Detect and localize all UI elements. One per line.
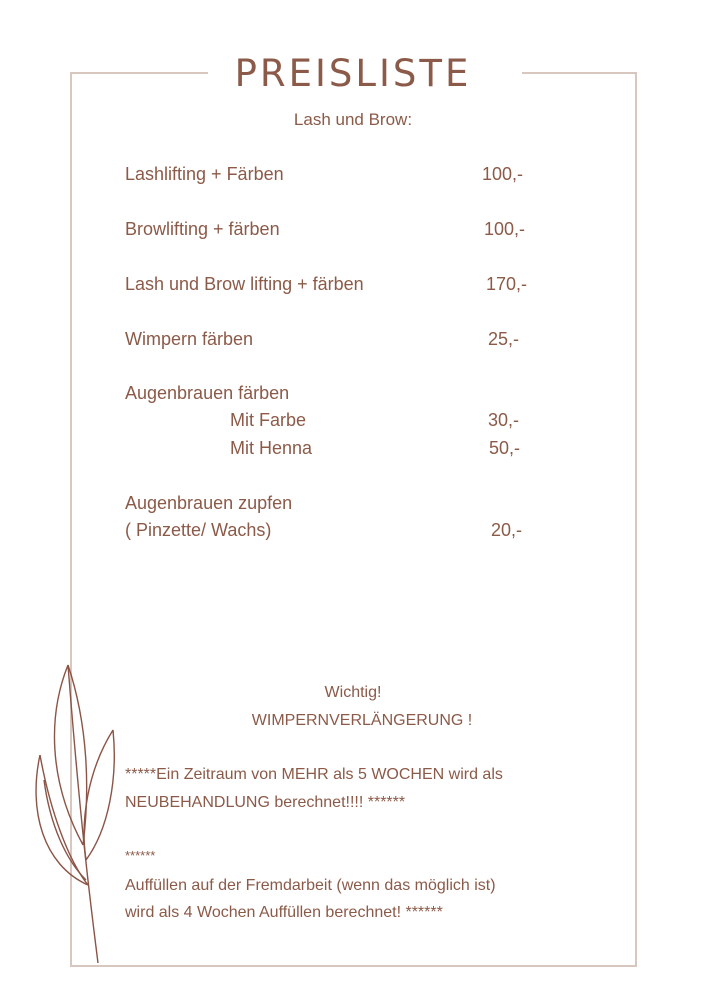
pluck-detail: ( Pinzette/ Wachs) xyxy=(125,520,272,540)
page-title: PREISLISTE xyxy=(234,52,472,95)
page-subtitle: Lash und Brow: xyxy=(293,110,413,129)
leaf-right-outer xyxy=(86,730,114,860)
item-name: Lash und Brow lifting + färben xyxy=(125,274,364,294)
leaf-tall-outer xyxy=(54,665,83,845)
brows-option-name: Mit Farbe xyxy=(230,410,307,430)
brows-option-price: 50,- xyxy=(489,438,521,458)
notice-line: ****** xyxy=(125,848,156,863)
item-price: 100,- xyxy=(484,219,526,239)
item-price: 25,- xyxy=(488,329,520,349)
leaf-illustration xyxy=(28,660,128,965)
item-name: Lashlifting + Färben xyxy=(125,164,284,184)
notice-subheading: WIMPERNVERLÄNGERUNG ! xyxy=(251,712,473,729)
frame-right xyxy=(635,72,637,966)
item-price: 100,- xyxy=(482,164,524,184)
pluck-price: 20,- xyxy=(491,520,523,540)
brows-option-name: Mit Henna xyxy=(230,438,313,458)
frame-bottom xyxy=(70,965,637,967)
notice-line: *****Ein Zeitraum von MEHR als 5 WOCHEN wird als xyxy=(125,766,503,783)
item-name: Browlifting + färben xyxy=(125,219,280,239)
brows-title: Augenbrauen färben xyxy=(125,383,290,403)
leaf-stem xyxy=(68,665,98,963)
item-name: Wimpern färben xyxy=(125,329,254,349)
brows-option-price: 30,- xyxy=(488,410,520,430)
item-price: 170,- xyxy=(486,274,528,294)
pluck-title: Augenbrauen zupfen xyxy=(125,493,293,513)
notice-line: Auffüllen auf der Fremdarbeit (wenn das möglich ist) xyxy=(125,877,496,894)
notice-heading: Wichtig! xyxy=(324,684,382,701)
notice-line: NEUBEHANDLUNG berechnet!!!! ****** xyxy=(125,794,406,811)
leaf-right-inner xyxy=(84,730,113,860)
leaf-left-inner xyxy=(40,755,88,885)
notice-line: wird als 4 Wochen Auffüllen berechnet! ****** xyxy=(125,904,443,921)
